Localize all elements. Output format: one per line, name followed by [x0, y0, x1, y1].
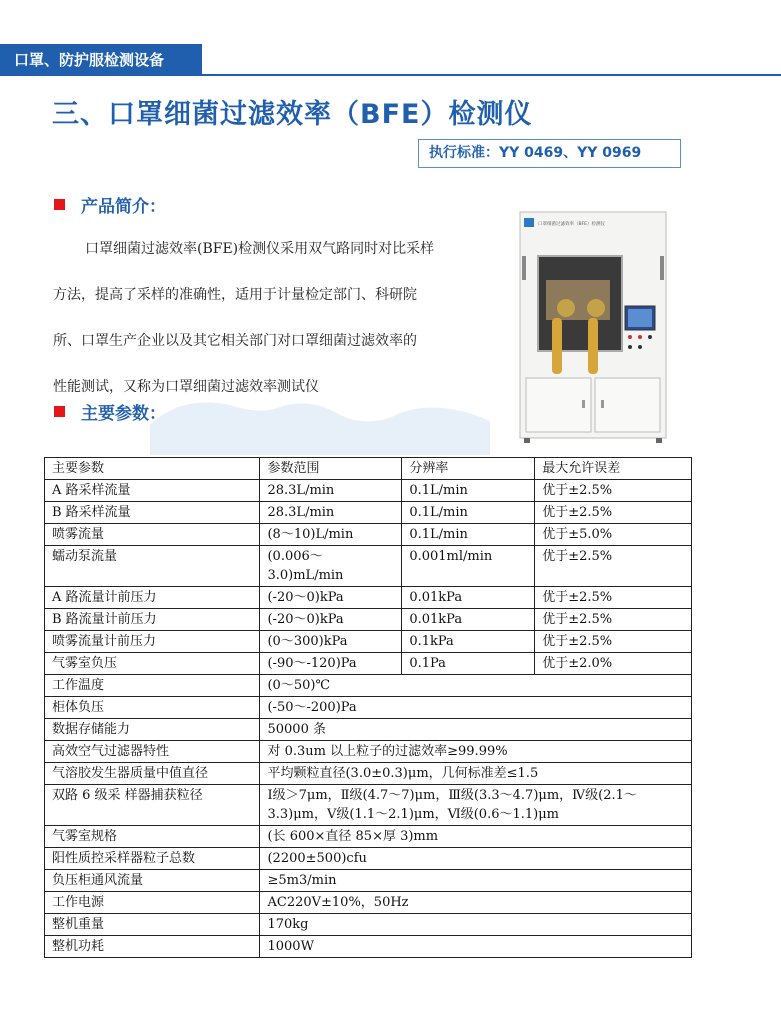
table-row — [45, 719, 692, 741]
table-cell: 数据存储能力 — [45, 719, 260, 741]
table-row — [45, 785, 692, 826]
table-cell: 气雾室规格 — [45, 826, 260, 848]
table-cell: 阳性质控采样器粒子总数 — [45, 848, 260, 870]
table-header-row — [45, 458, 692, 480]
table-cell: 优于±5.0% — [535, 524, 692, 546]
table-cell: 0.001ml/min — [402, 546, 535, 587]
table-cell: 0.1L/min — [402, 480, 535, 502]
table-cell: 负压柜通风流量 — [45, 870, 260, 892]
table-row — [45, 546, 692, 587]
table-cell: 优于±2.5% — [535, 631, 692, 653]
table-header-cell: 参数范围 — [260, 458, 402, 480]
table-cell: 0.01kPa — [402, 587, 535, 609]
red-square-bullet-icon — [54, 199, 65, 210]
table-cell: (-20～0)kPa — [260, 609, 402, 631]
table-cell: 双路 6 级采 样器捕获粒径 — [45, 785, 260, 826]
table-cell: 高效空气过滤器特性 — [45, 741, 260, 763]
table-cell: (0.006～3.0)mL/min — [260, 546, 402, 587]
table-cell: 平均颗粒直径(3.0±0.3)μm，几何标准差≤1.5 — [260, 763, 692, 785]
table-cell: (8～10)L/min — [260, 524, 402, 546]
table-cell: B 路采样流量 — [45, 502, 260, 524]
table-cell: 0.1kPa — [402, 631, 535, 653]
table-cell: (-90～-120)Pa — [260, 653, 402, 675]
table-row — [45, 502, 692, 524]
table-cell: 0.1L/min — [402, 502, 535, 524]
table-row — [45, 697, 692, 719]
table-cell: 28.3L/min — [260, 502, 402, 524]
table-cell: (长 600×直径 85×厚 3)mm — [260, 826, 692, 848]
table-cell: AC220V±10%，50Hz — [260, 892, 692, 914]
table-cell: (-20～0)kPa — [260, 587, 402, 609]
table-cell: 28.3L/min — [260, 480, 402, 502]
world-map-watermark — [140, 385, 500, 455]
table-cell: 优于±2.5% — [535, 480, 692, 502]
table-header-cell: 分辨率 — [402, 458, 535, 480]
table-cell: A 路采样流量 — [45, 480, 260, 502]
table-cell: A 路流量计前压力 — [45, 587, 260, 609]
table-cell: 0.1Pa — [402, 653, 535, 675]
parameters-table — [44, 457, 692, 958]
table-row — [45, 675, 692, 697]
table-cell: 1000W — [260, 936, 692, 958]
table-row — [45, 936, 692, 958]
table-row — [45, 848, 692, 870]
table-cell: (2200±500)cfu — [260, 848, 692, 870]
table-row — [45, 653, 692, 675]
table-cell: 优于±2.5% — [535, 587, 692, 609]
table-cell: 整机功耗 — [45, 936, 260, 958]
intro-line: 性能测试，又称为口罩细菌过滤效率测试仪 — [53, 379, 319, 395]
table-cell: 工作温度 — [45, 675, 260, 697]
standard-box: 执行标准：YY 0469、YY 0969 — [418, 139, 681, 168]
page-title: 三、口罩细菌过滤效率（BFE）检测仪 — [52, 99, 533, 130]
table-row — [45, 826, 692, 848]
table-row — [45, 587, 692, 609]
photo-label: 口罩细菌过滤效率（BFE）检测仪 — [538, 222, 606, 227]
table-cell: 50000 条 — [260, 719, 692, 741]
table-row — [45, 763, 692, 785]
table-row — [45, 609, 692, 631]
intro-heading-text: 产品简介： — [81, 197, 166, 217]
table-cell: 柜体负压 — [45, 697, 260, 719]
intro-line: 方法，提高了采样的准确性，适用于计量检定部门、科研院 — [53, 287, 417, 303]
table-cell: 喷雾流量计前压力 — [45, 631, 260, 653]
table-cell: ≥5m3/min — [260, 870, 692, 892]
intro-line: 口罩细菌过滤效率(BFE)检测仪采用双气路同时对比采样 — [85, 241, 435, 257]
table-row — [45, 524, 692, 546]
category-banner: 口罩、防护服检测设备 — [0, 44, 202, 76]
table-cell: 优于±2.5% — [535, 502, 692, 524]
red-square-bullet-icon — [54, 406, 65, 417]
table-cell: (-50～-200)Pa — [260, 697, 692, 719]
product-photo — [518, 210, 668, 445]
table-cell: 170kg — [260, 914, 692, 936]
table-cell: 气雾室负压 — [45, 653, 260, 675]
table-row — [45, 892, 692, 914]
table-cell: Ⅰ级＞7μm，Ⅱ级(4.7～7)μm，Ⅲ级(3.3～4.7)μm，Ⅳ级(2.1～3.3)μm，Ⅴ级(1.1～2.1)μm，Ⅵ级(0.6～1.1)μm — [260, 785, 692, 826]
banner-rule — [0, 74, 781, 76]
table-row — [45, 480, 692, 502]
table-cell: (0～50)℃ — [260, 675, 692, 697]
table-cell: 优于±2.0% — [535, 653, 692, 675]
table-cell: 优于±2.5% — [535, 546, 692, 587]
table-cell: 工作电源 — [45, 892, 260, 914]
intro-paragraph — [53, 226, 493, 410]
table-cell: 0.01kPa — [402, 609, 535, 631]
table-row — [45, 914, 692, 936]
table-header-cell: 最大允许误差 — [535, 458, 692, 480]
table-cell: 气溶胶发生器质量中值直径 — [45, 763, 260, 785]
params-heading-text: 主要参数： — [81, 404, 166, 424]
brand-logo-icon — [524, 218, 534, 227]
table-row — [45, 741, 692, 763]
table-cell: 整机重量 — [45, 914, 260, 936]
table-row — [45, 870, 692, 892]
table-cell: 优于±2.5% — [535, 609, 692, 631]
table-cell: 0.1L/min — [402, 524, 535, 546]
table-row — [45, 631, 692, 653]
table-cell: (0～300)kPa — [260, 631, 402, 653]
intro-heading — [54, 192, 166, 217]
table-cell: 蠕动泵流量 — [45, 546, 260, 587]
table-cell: B 路流量计前压力 — [45, 609, 260, 631]
table-header-cell: 主要参数 — [45, 458, 260, 480]
intro-line: 所、口罩生产企业以及其它相关部门对口罩细菌过滤效率的 — [53, 333, 417, 349]
table-cell: 喷雾流量 — [45, 524, 260, 546]
table-cell: 对 0.3um 以上粒子的过滤效率≥99.99% — [260, 741, 692, 763]
params-heading — [54, 399, 166, 424]
